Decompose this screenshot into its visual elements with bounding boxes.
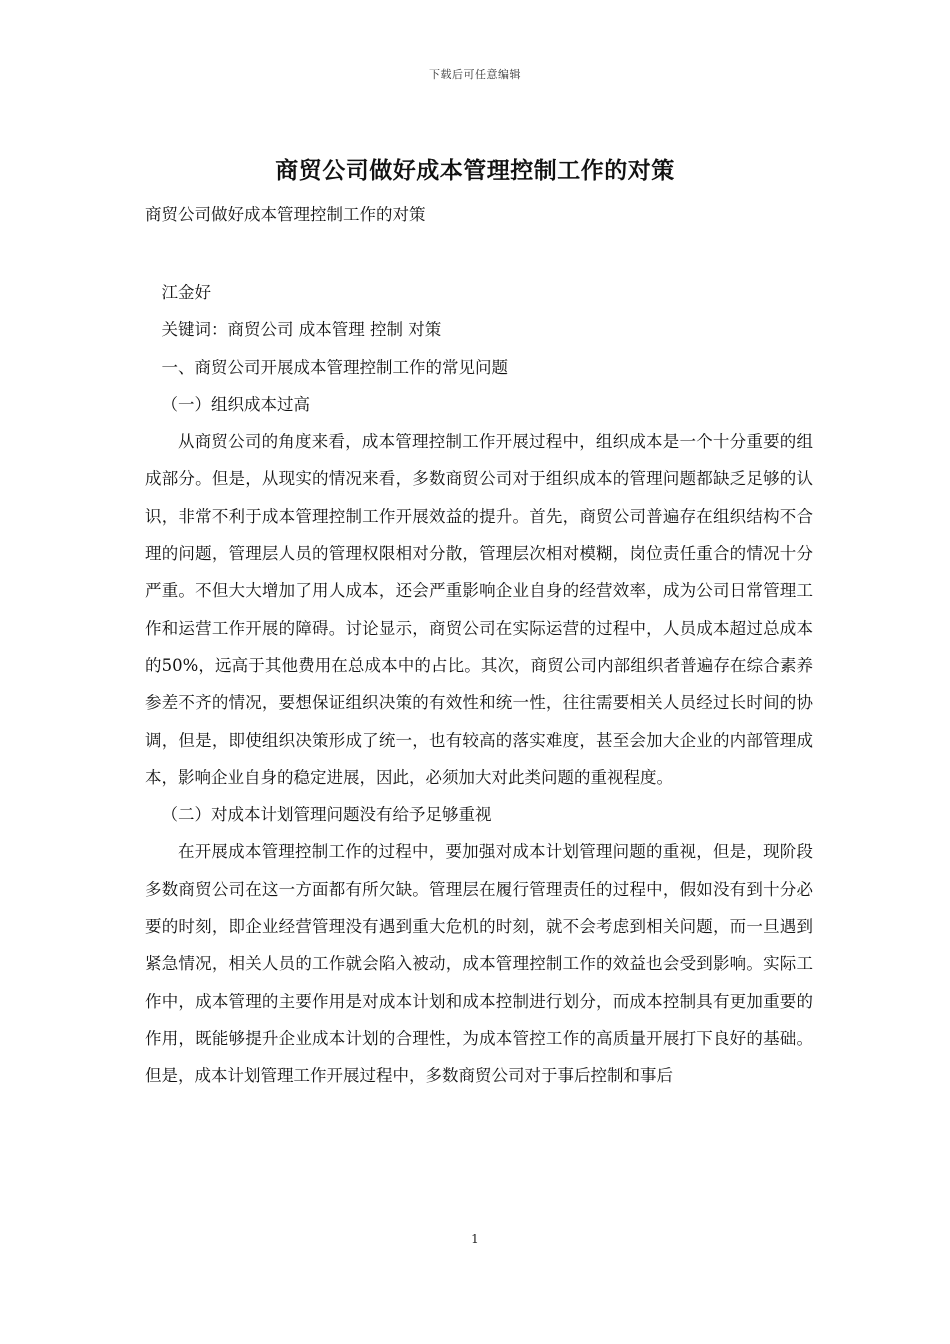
subsection-heading: （一）组织成本过高: [161, 394, 310, 414]
section-heading: 一、商贸公司开展成本管理控制工作的常见问题: [161, 357, 508, 377]
document-subtitle: 商贸公司做好成本管理控制工作的对策: [145, 205, 426, 224]
keywords-line: 关键词：商贸公司 成本管理 控制 对策: [161, 320, 442, 340]
body-paragraph: 从商贸公司的角度来看，成本管理控制工作开展过程中，组织成本是一个十分重要的组成部分。但是，从现实的情况来看，多数商贸公司对于组织成本的管理问题都缺乏足够的认识，非常不利于成本管理控制工作开展效益的提升。首先，商贸公司普遍存在组织结构不合理的问题，管理层人员的管理权限相对分散，管理层次相对模糊，岗位责任重合的情况十分严重。不但大大增加了用人成本，还会严重影响企业自身的经营效率，成为公司日常管理工作和运营工作开展的障碍。讨论显示，商贸公司在实际运营的过程中，人员成本超过总成本的50%，远高于其他费用在总成本中的占比。其次，商贸公司内部组织者普遍存在综合素养参差不齐的情况，要想保证组织决策的有效性和统一性，往往需要相关人员经过长时间的协调，但是，即使组织决策形成了统一，也有较高的落实难度，甚至会加大企业的内部管理成本，影响企业自身的稳定进展，因此，必须加大对此类问题的重视程度。: [145, 432, 813, 787]
page-number: 1: [471, 1232, 479, 1246]
author-line: 江金好: [161, 283, 211, 302]
document-body: [145, 274, 813, 1095]
body-paragraph: 在开展成本管理控制工作的过程中，要加强对成本计划管理问题的重视，但是，现阶段多数商贸公司在这一方面都有所欠缺。管理层在履行管理责任的过程中，假如没有到十分必要的时刻，即企业经营管理没有遇到重大危机的时刻，就不会考虑到相关问题，而一旦遇到紧急情况，相关人员的工作就会陷入被动，成本管理控制工作的效益也会受到影响。实际工作中，成本管理的主要作用是对成本计划和成本控制进行划分，而成本控制具有更加重要的作用，既能够提升企业成本计划的合理性，为成本管控工作的高质量开展打下良好的基础。但是，成本计划管理工作开展过程中，多数商贸公司对于事后控制和事后: [145, 842, 813, 1086]
page-header: 下载后可任意编辑: [429, 68, 521, 81]
subsection-heading: （二）对成本计划管理问题没有给予足够重视: [161, 805, 492, 825]
document-title: 商贸公司做好成本管理控制工作的对策: [275, 157, 675, 184]
